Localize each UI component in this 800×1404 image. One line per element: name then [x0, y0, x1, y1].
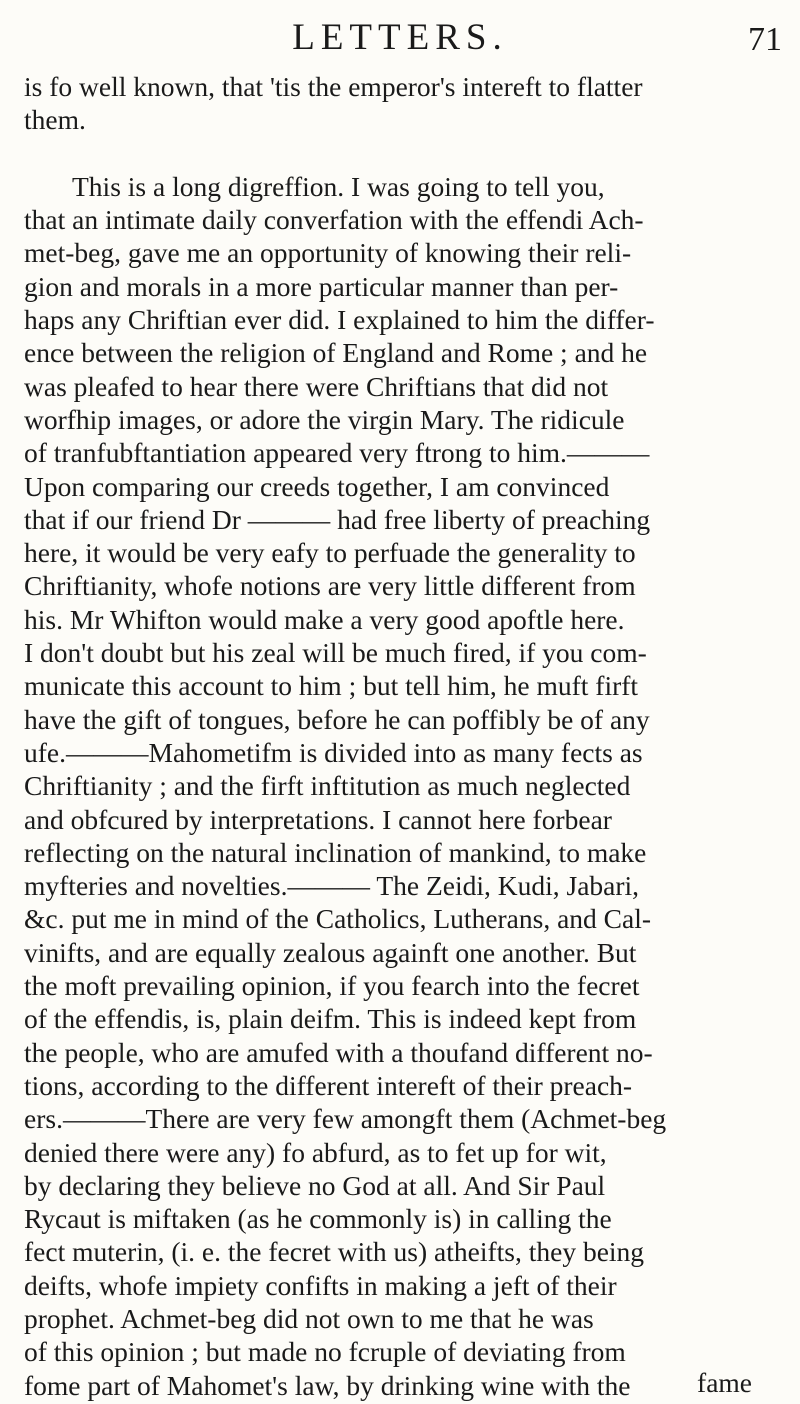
text-line: fome part of Mahomet's law, by drinking wine with the — [24, 1369, 631, 1401]
text-line: vinifts, and are equally zealous againft one another. But — [24, 936, 637, 968]
text-line: municate this account to him ; but tell him, he muft firft — [24, 670, 639, 702]
page-number: 71 — [748, 21, 782, 58]
text-line: worfhip images, or adore the virgin Mary. The ridicule — [24, 403, 625, 435]
text-line: ence between the religion of England and Rome ; and he — [24, 337, 648, 369]
text-line: by declaring they believe no God at all. And Sir Paul — [24, 1169, 606, 1201]
text-line: of this opinion ; but made no fcruple of deviating from — [24, 1336, 626, 1368]
text-line: of the effendis, is, plain deifm. This is indeed kept from — [24, 1003, 637, 1035]
text-line: gion and morals in a more particular manner than per- — [24, 270, 619, 302]
running-title: LETTERS. — [292, 17, 508, 58]
text-line: reflecting on the natural inclination of mankind, to make — [24, 836, 647, 868]
paragraph-gap — [24, 137, 796, 170]
text-line: here, it would be very eafy to perfuade the generality to — [24, 537, 636, 569]
catchword: fame — [697, 1367, 752, 1398]
text-line: Chriftianity, whofe notions are very little different from — [24, 570, 636, 602]
text-line: his. Mr Whifton would make a very good apoftle here. — [24, 603, 625, 635]
text-line: haps any Chriftian ever did. I explained to him the differ- — [24, 304, 655, 336]
text-line: I don't doubt but his zeal will be much fired, if you com- — [24, 637, 647, 669]
text-line: denied there were any) fo abfurd, as to fet up for wit, — [24, 1136, 607, 1168]
text-line: them. — [24, 104, 86, 136]
text-line: of tranfubftantiation appeared very ftrong to him.——— — [24, 437, 650, 469]
text-line: have the gift of tongues, before he can poffibly be of any — [24, 703, 650, 735]
text-line: fect muterin, (i. e. the fecret with us) atheifts, they being — [24, 1236, 645, 1268]
text-line: This is a long digreffion. I was going to tell you, — [72, 170, 605, 202]
text-line: and obfcured by interpretations. I cannot here forbear — [24, 803, 612, 835]
text-line: ers.———There are very few amongft them (Achmet-beg — [24, 1103, 667, 1135]
text-line: tions, according to the different intereft of their preach- — [24, 1069, 633, 1101]
text-line: &c. put me in mind of the Catholics, Lutherans, and Cal- — [24, 903, 652, 935]
text-line: Rycaut is miftaken (as he commonly is) in calling the — [24, 1203, 612, 1235]
text-line: the people, who are amufed with a thoufand different no- — [24, 1036, 653, 1068]
text-line: Chriftianity ; and the firft inftitution as much neglected — [24, 770, 631, 802]
text-line: Upon comparing our creeds together, I am convinced — [24, 470, 610, 502]
text-line: ufe.———Mahometifm is divided into as many fects as — [24, 736, 643, 768]
body-text — [24, 70, 796, 1402]
text-line: the moft prevailing opinion, if you fearch into the fecret — [24, 970, 640, 1002]
running-head — [0, 8, 800, 68]
text-line: is fo well known, that 'tis the emperor's intereft to flatter — [24, 71, 643, 102]
text-line: met-beg, gave me an opportunity of knowing their reli- — [24, 237, 632, 269]
text-line: prophet. Achmet-beg did not own to me that he was — [24, 1302, 594, 1334]
text-line: deifts, whofe impiety confifts in making a jeft of their — [24, 1269, 617, 1301]
text-line: that an intimate daily converfation with the effendi Ach- — [24, 204, 644, 236]
text-line: that if our friend Dr ——— had free liberty of preaching — [24, 503, 651, 535]
text-line: was pleafed to hear there were Chriftians that did not — [24, 370, 609, 402]
text-line: myfteries and novelties.——— The Zeidi, Kudi, Jabari, — [24, 870, 640, 902]
